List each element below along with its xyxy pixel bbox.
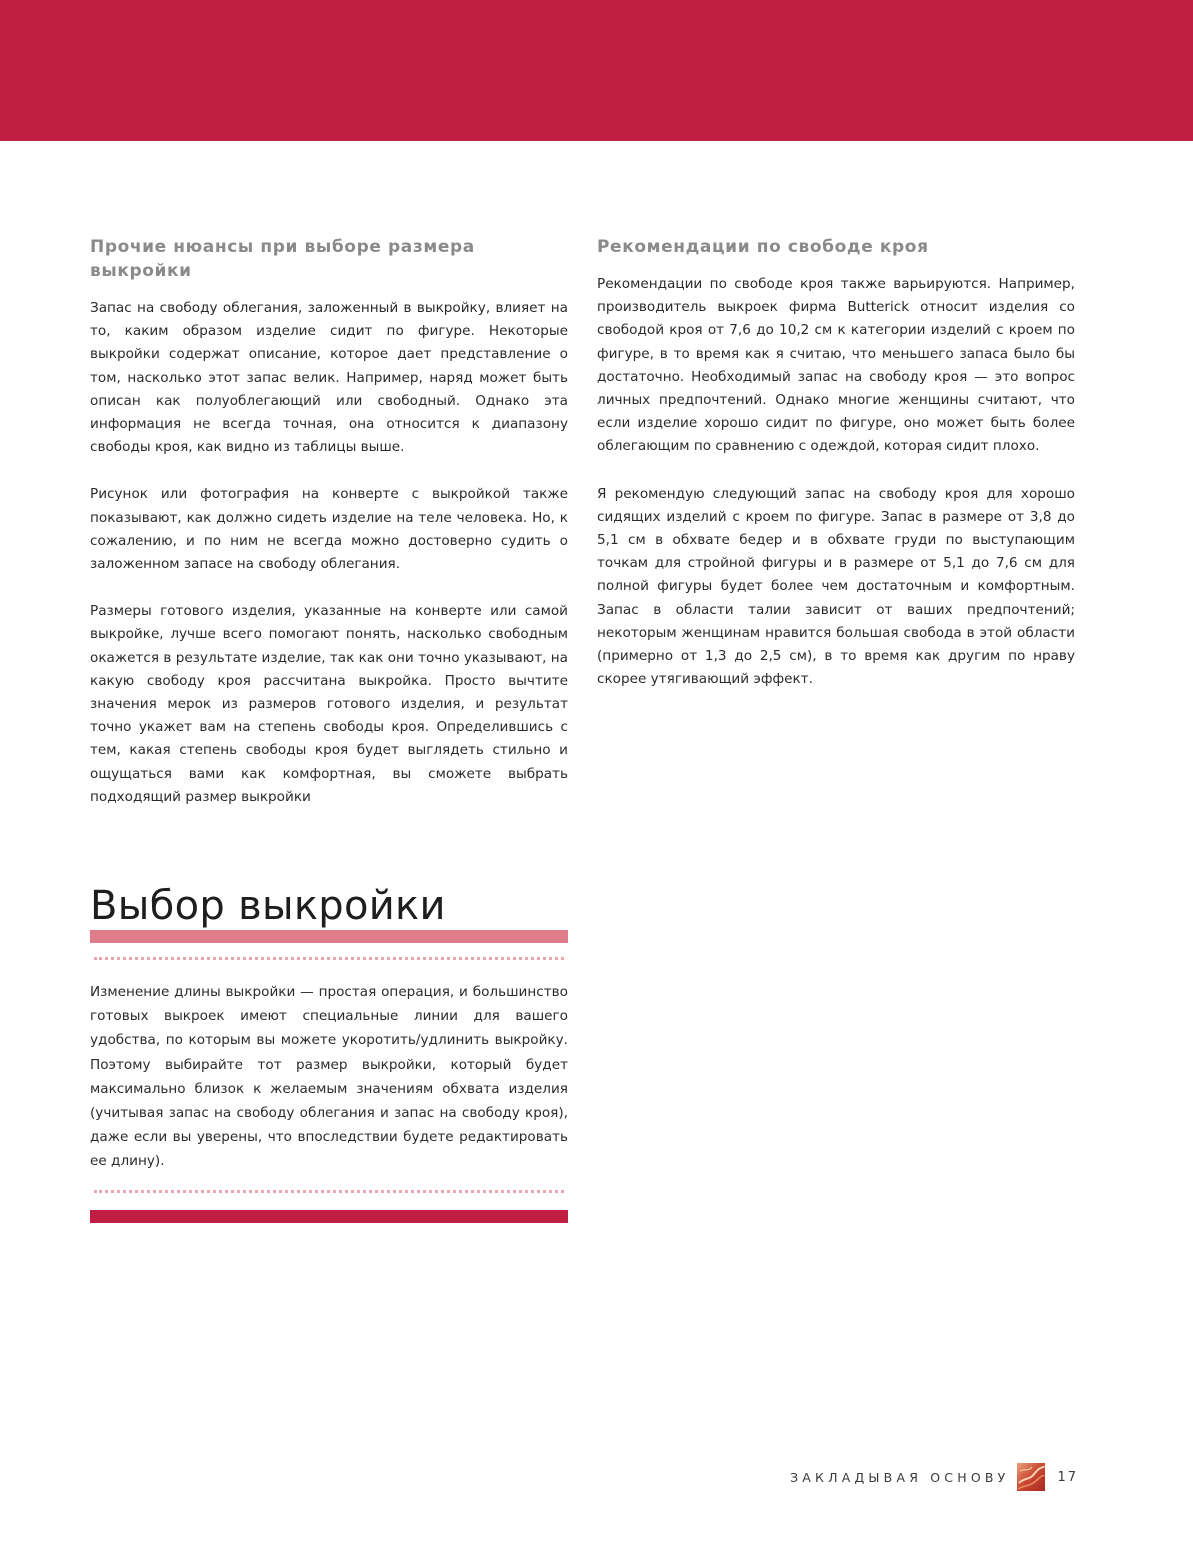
fabric-thumbnail-icon (1017, 1463, 1045, 1491)
pattern-choice-section (90, 878, 568, 1223)
top-color-band (0, 0, 1193, 141)
page-number: 17 (1057, 1469, 1078, 1485)
left-column (90, 235, 568, 833)
left-paragraph: Рисунок или фотография на конверте с выкройкой также показывают, как должно сидеть изделие на теле человека. Но, к сожалению, и по ним не всегда можно достоверно судить о заложенном запасе на свободу облегания. (90, 486, 568, 573)
left-paragraph: Размеры готового изделия, указанные на конверте или самой выкройке, лучше всего помогают понять, насколько свободным окажется в результате изделие, так как они точно указывают, на какую свободу кроя рассчитана выкройка. Просто вычтите значения мерок из размеров готового изделия, и результат точно укажет вам на степень свободы кроя. Определившись с тем, какая степень свободы кроя будет выглядеть стильно и ощущаться вами как комфортная, вы сможете выбрать подходящий размер выкройки (90, 603, 568, 805)
dotted-divider-top (94, 957, 564, 960)
page-footer (790, 1462, 1078, 1492)
right-paragraph: Рекомендации по свободе кроя также варьируются. Например, производитель выкроек фирма Butterick относит изделия со свободой кроя от 7,6 до 10,2 см к категории изделий с кроем по фигуре, в то время как я считаю, что меньшего запаса было бы достаточно. Необходимый запас на свободу кроя — это вопрос личных предпочтений. Однако многие женщины считают, что если изделие хорошо сидит по фигуре, оно может быть более облегающим по сравнению с одеждой, которая сидит плохо. (597, 276, 1075, 455)
section-title: Выбор выкройки (90, 883, 446, 929)
section-body: Изменение длины выкройки — простая операция, и большинство готовых выкроек имеют специальные линии для вашего удобства, по которым вы можете укоротить/удлинить выкройку. Поэтому выбирайте тот размер выкройки, который будет максимально близок к желаемым значениям обхвата изделия (учитывая запас на свободу облегания и запас на свободу кроя), даже если вы уверены, что впоследствии будете редактировать ее длину). (90, 984, 568, 1170)
right-heading: Рекомендации по свободе кроя (597, 237, 929, 257)
left-heading: Прочие нюансы при выборе размера выкройки (90, 237, 475, 281)
red-divider-bar (90, 1210, 568, 1223)
left-paragraph: Запас на свободу облегания, заложенный в выкройку, влияет на то, каким образом изделие сидит по фигуре. Некоторые выкройки содержат описание, которое дает представление о том, насколько этот запас велик. Например, наряд может быть описан как полуоблегающий или свободный. Однако эта информация не всегда точная, она относится к диапазону свободы кроя, как видно из таблицы выше. (90, 300, 568, 456)
right-paragraph: Я рекомендую следующий запас на свободу кроя для хорошо сидящих изделий с кроем по фигуре. Запас в размере от 3,8 до 5,1 см в обхвате бедер и в обхвате груди по выступающим точкам для стройной фигуры и в размере от 5,1 до 7,6 см для полной фигуры будет более чем достаточным и комфортным. Запас в области талии зависит от ваших предпочтений; некоторым женщинам нравится большая свобода в этой области (примерно от 1,3 до 2,5 см), в то время как другим по нраву скорее утягивающий эффект. (597, 485, 1075, 688)
right-column (597, 235, 1075, 715)
running-footer-label: ЗАКЛАДЫВАЯ ОСНОВУ (790, 1469, 1010, 1485)
dotted-divider-bottom (94, 1190, 564, 1193)
